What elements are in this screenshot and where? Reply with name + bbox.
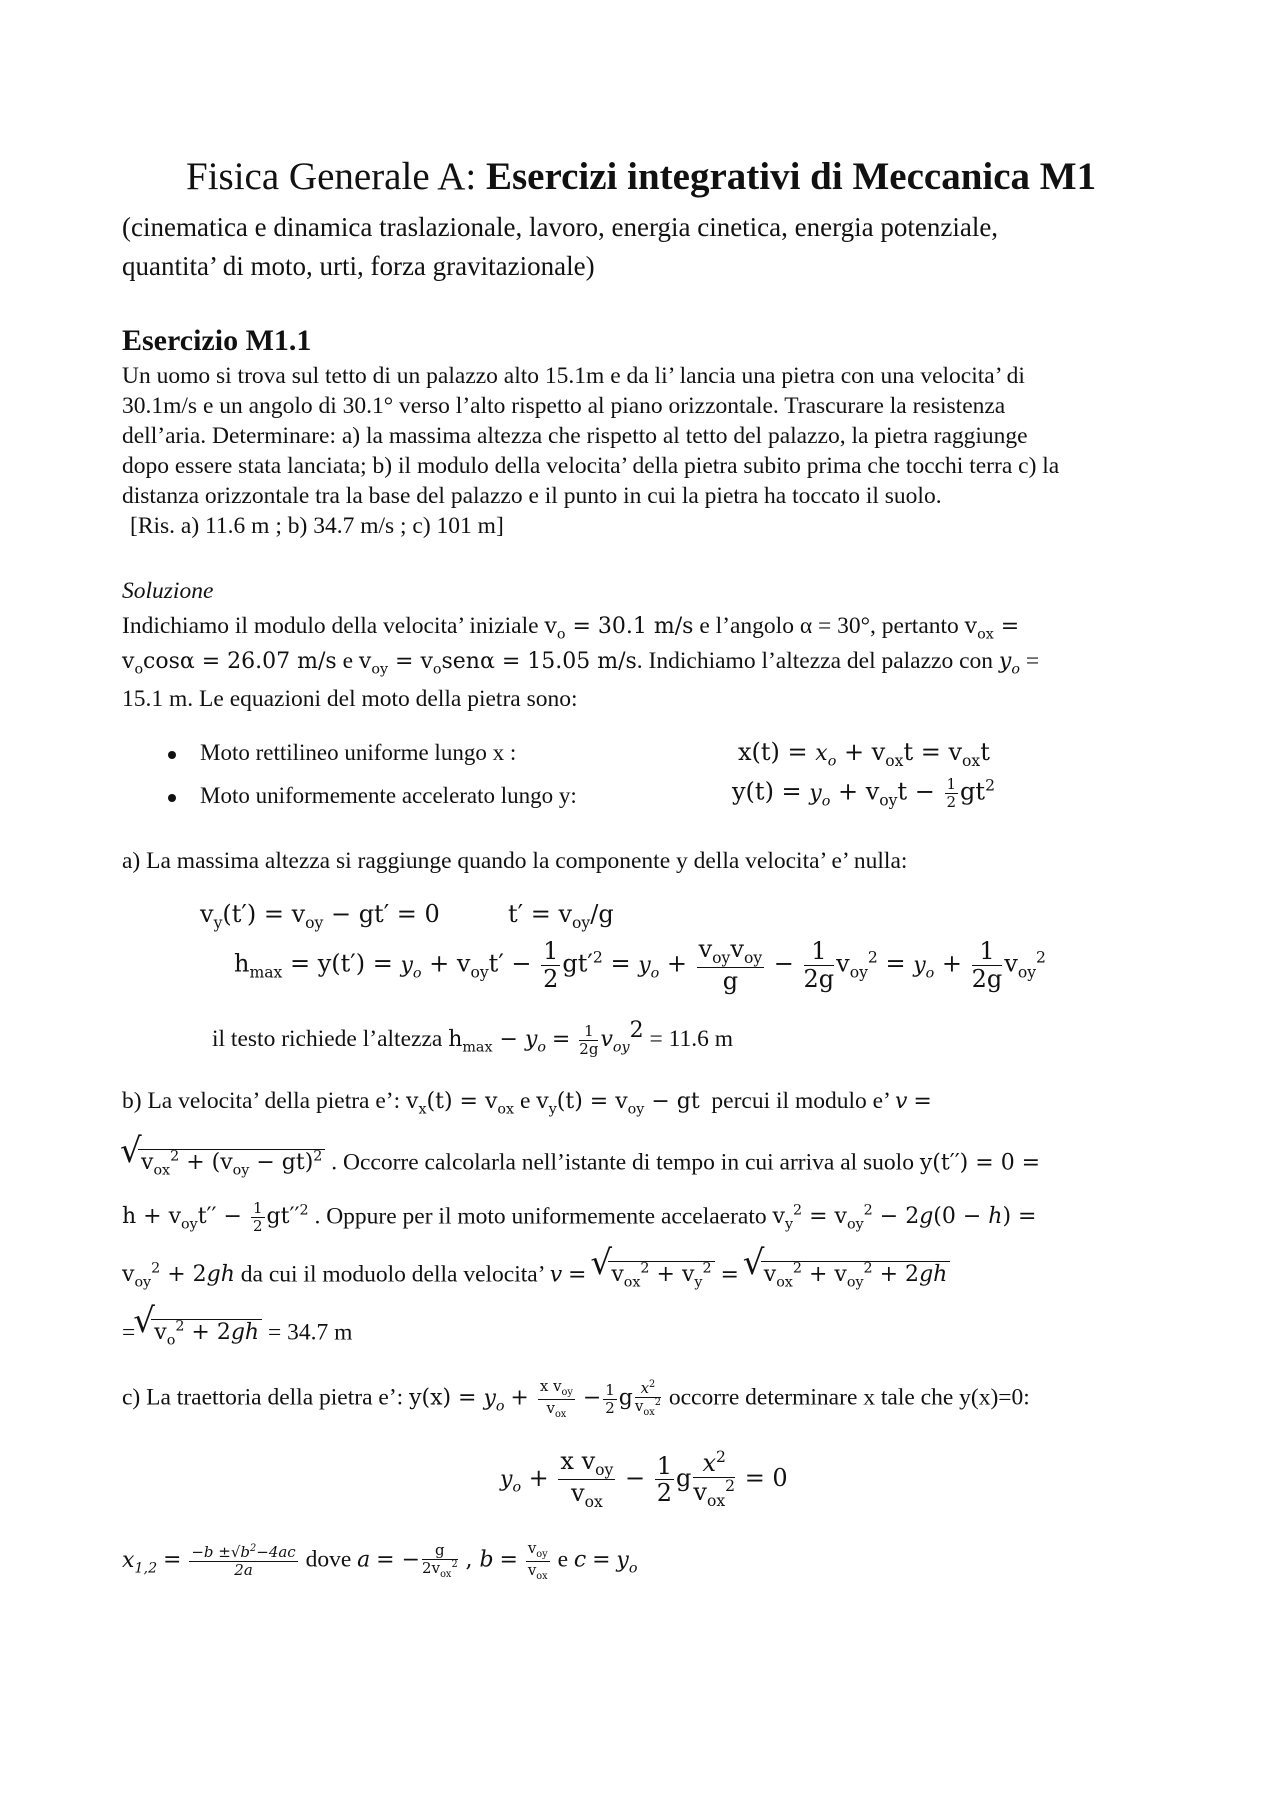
equation-y: $y(t) = y_o + v_{oy}t$ − $\frac{1}{2}$ $gt^2$ (732, 775, 995, 811)
part-a-intro: a) La massima altezza si raggiunge quando la componente y della velocita’ e’ nulla: (122, 848, 908, 874)
equation-trajectory-zero: $y_o$ + $\frac{x v_{oy}}{v_{ox}}$ − $\frac{1}{2}$ g $\frac{x^2}{v_{ox}^2}$ = 0 (500, 1447, 788, 1511)
part-b-line-4: $v_{oy}^2 + 2gh$ da cui il moduolo della velocita’ v = √ $v_{ox}^2 + v_y^2$ = √ $v_{ox}^2 + v_{oy}^2 + 2gh$ (122, 1254, 950, 1298)
bullet-dot-icon (168, 794, 176, 802)
equation-x: $x(t) = x_o + v_{ox}t = v_{ox}t$ (738, 738, 990, 770)
part-a-result-line: il testo richiede l’altezza $h_{max} - y_o$ = $\frac{1}{2g}$ $v_{oy}^2 = 11.6$ m (212, 1018, 733, 1058)
part-b-line-5: =√ $v_o^2 + 2gh = 34.7$ m (122, 1312, 352, 1356)
part-c-line: c) La traettoria della pietra e’: $y(x) = y_o$ + $\frac{x v_{oy}}{v_{ox}}$ − $\frac{1}{2}$ g $\frac{x^2}{v_{ox}^2}$ occorre determinare x tale che y(x)=0: (122, 1377, 1030, 1420)
title-plain: Fisica Generale A: (186, 155, 477, 198)
solution-line-3: 15.1 m. Le equazioni del moto della pietra sono: (122, 686, 578, 712)
exercise-text-line-5: distanza orizzontale tra la base del palazzo e il punto in cui la pietra ha toccato il suolo. (122, 483, 942, 509)
solution-label: Soluzione (122, 578, 214, 604)
exercise-text-line-4: dopo essere stata lanciata; b) il modulo della velocita’ della pietra subito prima che tocchi terra c) la (122, 453, 1060, 479)
solution-line-1: Indichiamo il modulo della velocita’ iniziale $v_o = 30.1$ m/s e l’angolo α = 30°, pertanto $v_{ox}$ = (122, 613, 1020, 643)
equation-vy-zero: $v_y(t') = v_{oy} - gt' = 0$ (200, 900, 440, 932)
part-b-line-3: $h + v_{oy}t''$ − $\frac{1}{2}$ $gt''^2$ . Oppure per il moto uniformemente accelaerato $v_y^2 = v_{oy}^2 - 2g(0 - h)$ = (122, 1199, 1037, 1235)
subtitle-line-2: quantita’ di moto, urti, forza gravitazionale) (122, 251, 595, 281)
bullet-item-y: Moto uniformemente accelerato lungo y: (168, 783, 577, 809)
subtitle-line-1: (cinematica e dinamica traslazionale, lavoro, energia cinetica, energia potenziale, (122, 212, 999, 242)
bullet-dot-icon (168, 751, 176, 759)
bullet-item-x: Moto rettilineo uniforme lungo x : (168, 740, 516, 766)
exercise-text-line-1: Un uomo si trova sul tetto di un palazzo alto 15.1m e da li’ lancia una pietra con una velocita’ di (122, 363, 1025, 389)
exercise-heading: Esercizio M1.1 (122, 324, 312, 357)
exercise-results: [Ris. a) 11.6 m ; b) 34.7 m/s ; c) 101 m] (130, 513, 504, 539)
title-bold: Esercizi integrativi di Meccanica M1 (485, 155, 1097, 198)
exercise-text-line-3: dell’aria. Determinare: a) la massima altezza che rispetto al tetto del palazzo, la pietra raggiunge (122, 423, 1028, 449)
equation-quadratic-solution: $x_{1,2}$ = $\frac{-b \pm√b^2-4ac}{2a}$ dove a = − $\frac{g}{2v_{ox}^2}$ , b = $\frac{v_{oy}}{v_{ox}}$ e $c = y_o$ (122, 1539, 638, 1582)
equation-t-prime: $t' = v_{oy}/g$ (508, 900, 614, 932)
part-b-line-2: √ $v_{ox}^2 + (v_{oy} - gt)^2$ . Occorre calcolarla nell’istante di tempo in cui arriva al suolo y(t′′) = 0 = (122, 1142, 1040, 1186)
page-title (186, 154, 1096, 199)
part-b-line-1: b) La velocita’ della pietra e’: $v_x(t) = v_{ox}$ e $v_y(t) = v_{oy}$ − gt percui il modulo e’ v = (122, 1088, 932, 1118)
solution-line-2: $v_o\cos\alpha = 26.07$ m/s e $v_{oy} = v_osen\alpha = 15.05$ m/s. Indichiamo l’altezza del palazzo con $y_o$ = (122, 648, 1040, 678)
exercise-text-line-2: 30.1m/s e un angolo di 30.1° verso l’alto rispetto al piano orizzontale. Trascurare la resistenza (122, 393, 1006, 419)
equation-hmax: $h_{max} = y(t') = y_o + v_{oy}t'$ − $\frac{1}{2}$ $gt'^2 = y_o$ + $\frac{v_{oy}v_{oy}}{g}$ − $\frac{1}{2g}$ $v_{oy}^2 = y_o$ + $\frac{1}{2g}$ $v_{oy}^2$ (234, 935, 1046, 995)
